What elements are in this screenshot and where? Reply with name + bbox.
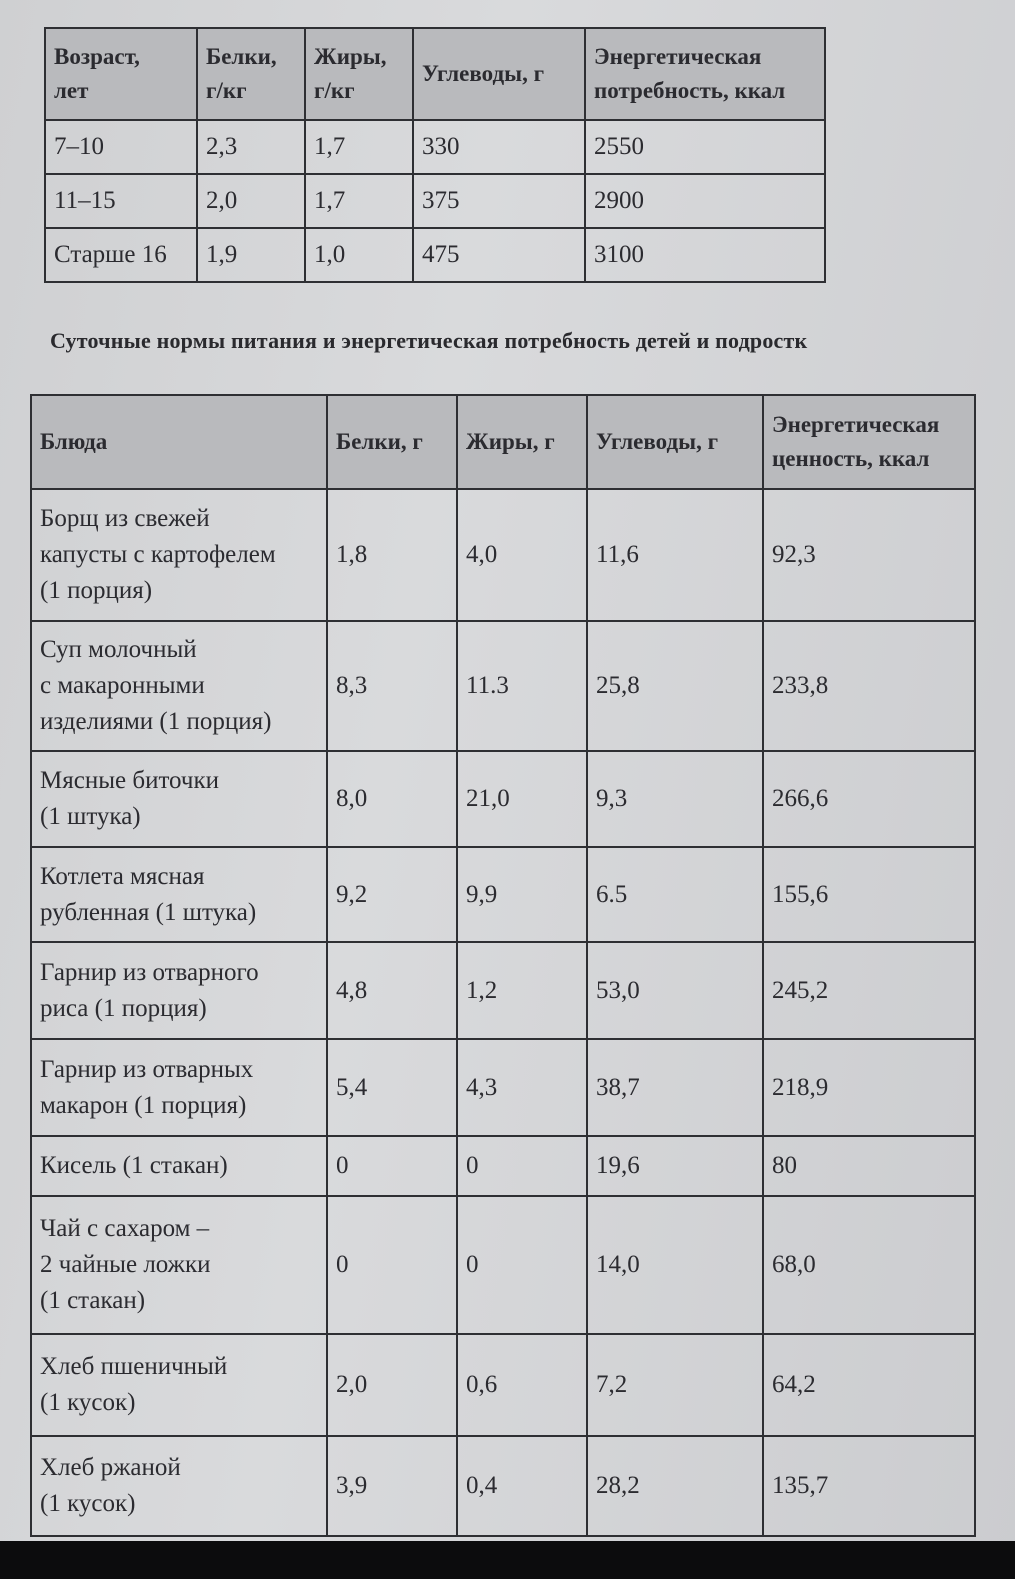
table-row bbox=[31, 1039, 975, 1136]
carbs-cell: 9,3 bbox=[587, 751, 763, 847]
table-row bbox=[31, 1334, 975, 1436]
dish-name-cell: Кисель (1 стакан) bbox=[31, 1136, 327, 1196]
header-protein: Белки, г bbox=[327, 395, 457, 489]
dish-name-cell: Хлеб пшеничный (1 кусок) bbox=[31, 1334, 327, 1436]
energy-cell: 68,0 bbox=[763, 1196, 975, 1334]
dish-name-cell: Гарнир из отварного риса (1 порция) bbox=[31, 942, 327, 1039]
fat-cell: 1,7 bbox=[305, 120, 413, 174]
age-cell: Старше 16 bbox=[45, 228, 197, 282]
carbs-cell: 330 bbox=[413, 120, 585, 174]
fat-cell: 0,6 bbox=[457, 1334, 587, 1436]
energy-cell: 80 bbox=[763, 1136, 975, 1196]
header-fat: Жиры, г/кг bbox=[305, 28, 413, 120]
header-carbs: Углеводы, г bbox=[587, 395, 763, 489]
protein-cell: 8,3 bbox=[327, 621, 457, 751]
dish-name-cell: Чай с сахаром – 2 чайные ложки (1 стакан) bbox=[31, 1196, 327, 1334]
table-row bbox=[45, 228, 825, 282]
protein-cell: 0 bbox=[327, 1196, 457, 1334]
fat-cell: 1,7 bbox=[305, 174, 413, 228]
carbs-cell: 7,2 bbox=[587, 1334, 763, 1436]
protein-cell: 3,9 bbox=[327, 1436, 457, 1536]
dishes-header-row bbox=[31, 395, 975, 489]
table-row bbox=[31, 942, 975, 1039]
table-row bbox=[31, 621, 975, 751]
carbs-cell: 14,0 bbox=[587, 1196, 763, 1334]
energy-cell: 92,3 bbox=[763, 489, 975, 621]
protein-cell: 2,0 bbox=[327, 1334, 457, 1436]
header-energy: Энергетическая ценность, ккал bbox=[763, 395, 975, 489]
carbs-cell: 38,7 bbox=[587, 1039, 763, 1136]
norms-header-row bbox=[45, 28, 825, 120]
header-fat: Жиры, г bbox=[457, 395, 587, 489]
table-row bbox=[31, 847, 975, 942]
fat-cell: 4,0 bbox=[457, 489, 587, 621]
energy-cell: 135,7 bbox=[763, 1436, 975, 1536]
energy-cell: 266,6 bbox=[763, 751, 975, 847]
dish-name-cell: Суп молочный с макаронными изделиями (1 порция) bbox=[31, 621, 327, 751]
header-protein: Белки, г/кг bbox=[197, 28, 305, 120]
energy-cell: 233,8 bbox=[763, 621, 975, 751]
dish-name-cell: Котлета мясная рубленная (1 штука) bbox=[31, 847, 327, 942]
protein-cell: 2,3 bbox=[197, 120, 305, 174]
table-caption: Суточные нормы питания и энергетическая потребность детей и подростк bbox=[50, 328, 808, 353]
protein-cell: 1,8 bbox=[327, 489, 457, 621]
protein-cell: 8,0 bbox=[327, 751, 457, 847]
dish-name-cell: Гарнир из отварных макарон (1 порция) bbox=[31, 1039, 327, 1136]
table-row bbox=[31, 751, 975, 847]
carbs-cell: 25,8 bbox=[587, 621, 763, 751]
energy-cell: 64,2 bbox=[763, 1334, 975, 1436]
carbs-cell: 6.5 bbox=[587, 847, 763, 942]
dish-name-cell: Мясные биточки (1 штука) bbox=[31, 751, 327, 847]
dish-name-cell: Борщ из свежей капусты с картофелем (1 порция) bbox=[31, 489, 327, 621]
header-age: Возраст, лет bbox=[45, 28, 197, 120]
bottom-black-bar bbox=[0, 1541, 1015, 1579]
energy-cell: 218,9 bbox=[763, 1039, 975, 1136]
carbs-cell: 475 bbox=[413, 228, 585, 282]
energy-cell: 2550 bbox=[585, 120, 825, 174]
protein-cell: 2,0 bbox=[197, 174, 305, 228]
fat-cell: 9,9 bbox=[457, 847, 587, 942]
energy-cell: 2900 bbox=[585, 174, 825, 228]
fat-cell: 1,0 bbox=[305, 228, 413, 282]
fat-cell: 21,0 bbox=[457, 751, 587, 847]
age-cell: 11–15 bbox=[45, 174, 197, 228]
carbs-cell: 53,0 bbox=[587, 942, 763, 1039]
protein-cell: 0 bbox=[327, 1136, 457, 1196]
header-energy: Энергетическая потребность, ккал bbox=[585, 28, 825, 120]
carbs-cell: 11,6 bbox=[587, 489, 763, 621]
fat-cell: 0 bbox=[457, 1196, 587, 1334]
protein-cell: 9,2 bbox=[327, 847, 457, 942]
protein-cell: 4,8 bbox=[327, 942, 457, 1039]
table-row bbox=[45, 174, 825, 228]
dishes-body bbox=[31, 489, 975, 1536]
protein-cell: 5,4 bbox=[327, 1039, 457, 1136]
energy-cell: 245,2 bbox=[763, 942, 975, 1039]
fat-cell: 4,3 bbox=[457, 1039, 587, 1136]
protein-cell: 1,9 bbox=[197, 228, 305, 282]
fat-cell: 11.3 bbox=[457, 621, 587, 751]
carbs-cell: 19,6 bbox=[587, 1136, 763, 1196]
fat-cell: 0,4 bbox=[457, 1436, 587, 1536]
carbs-cell: 28,2 bbox=[587, 1436, 763, 1536]
table-row bbox=[31, 1436, 975, 1536]
dishes-table bbox=[30, 394, 976, 1537]
fat-cell: 0 bbox=[457, 1136, 587, 1196]
carbs-cell: 375 bbox=[413, 174, 585, 228]
dish-name-cell: Хлеб ржаной (1 кусок) bbox=[31, 1436, 327, 1536]
table-row bbox=[31, 489, 975, 621]
norms-table bbox=[44, 27, 826, 283]
table-row bbox=[45, 120, 825, 174]
energy-cell: 3100 bbox=[585, 228, 825, 282]
header-carbs: Углеводы, г bbox=[413, 28, 585, 120]
table-row bbox=[31, 1196, 975, 1334]
table-row bbox=[31, 1136, 975, 1196]
fat-cell: 1,2 bbox=[457, 942, 587, 1039]
energy-cell: 155,6 bbox=[763, 847, 975, 942]
age-cell: 7–10 bbox=[45, 120, 197, 174]
header-dish: Блюда bbox=[31, 395, 327, 489]
